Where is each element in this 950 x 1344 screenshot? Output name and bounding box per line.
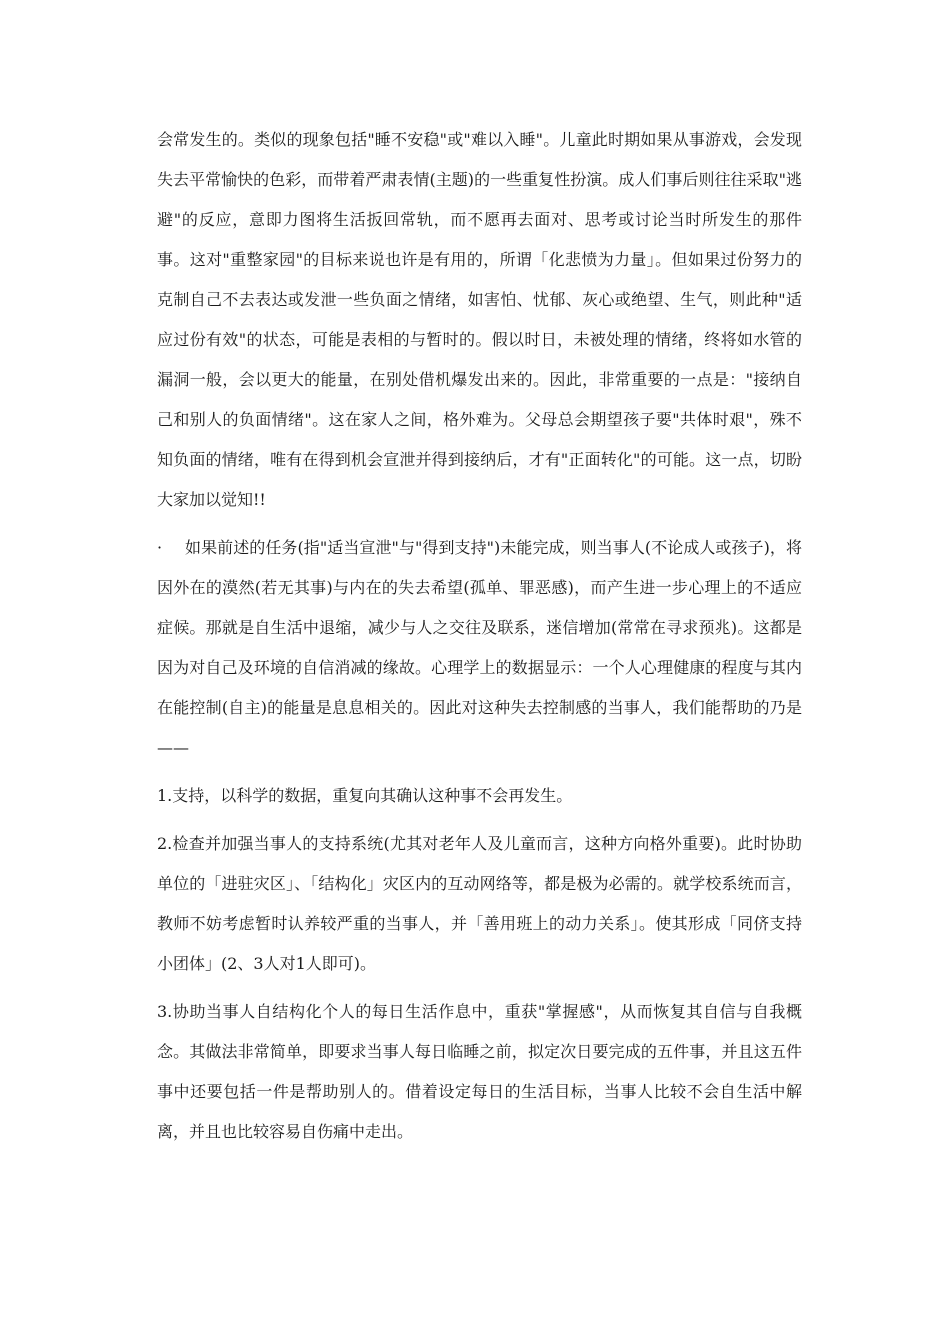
list-item-3: 3.协助当事人自结构化个人的每日生活作息中，重获"掌握感"，从而恢复其自信与自我概念。其做法非常简单，即要求当事人每日临睡之前，拟定次日要完成的五件事，并且这五件事中还要包括一件是帮助别人的。借着设定每日的生活目标，当事人比较不会自生活中解离，并且也比较容易自伤痛中走出。 xyxy=(157,1002,802,1141)
document-body xyxy=(157,120,802,1160)
list-item-2: 2.检查并加强当事人的支持系统(尤其对老年人及儿童而言，这种方向格外重要)。此时协助单位的「进驻灾区」、「结构化」灾区内的互动网络等，都是极为必需的。就学校系统而言，教师不妨考虑暂时认养较严重的当事人，并「善用班上的动力关系」。使其形成「同侪支持小团体」(2、3人对1人即可)。 xyxy=(157,834,802,973)
paragraph-1: 会常发生的。类似的现象包括"睡不安稳"或"难以入睡"。儿童此时期如果从事游戏，会发现失去平常愉快的色彩，而带着严肃表情(主题)的一些重复性扮演。成人们事后则往往采取"逃避"的反应，意即力图将生活扳回常轨，而不愿再去面对、思考或讨论当时所发生的那件事。这对"重整家园"的目标来说也许是有用的，所谓「化悲愤为力量」。但如果过份努力的克制自己不去表达或发泄一些负面之情绪，如害怕、忧郁、灰心或绝望、生气，则此种"适应过份有效"的状态，可能是表相的与暂时的。假以时日，未被处理的情绪，终将如水管的漏洞一般，会以更大的能量，在别处借机爆发出来的。因此，非常重要的一点是："接纳自己和别人的负面情绪"。这在家人之间，格外难为。父母总会期望孩子要"共体时艰"，殊不知负面的情绪，唯有在得到机会宣泄并得到接纳后，才有"正面转化"的可能。这一点，切盼大家加以觉知!! xyxy=(157,130,802,509)
paragraph-2 xyxy=(157,528,802,768)
paragraph-2-text: 如果前述的任务(指"适当宣泄"与"得到支持")未能完成，则当事人(不论成人或孩子)，将因外在的漠然(若无其事)与内在的失去希望(孤单、罪恶感)，而产生进一步心理上的不适应症候。那就是自生活中退缩，减少与人之交往及联系，迷信增加(常常在寻求预兆)。这都是因为对自己及环境的自信消减的缘故。心理学上的数据显示：一个人心理健康的程度与其内在能控制(自主)的能量是息息相关的。因此对这种失去控制感的当事人，我们能帮助的乃是—— xyxy=(157,538,802,757)
list-item-1: 1.支持，以科学的数据，重复向其确认这种事不会再发生。 xyxy=(157,786,573,805)
bullet-marker: · xyxy=(157,538,163,557)
